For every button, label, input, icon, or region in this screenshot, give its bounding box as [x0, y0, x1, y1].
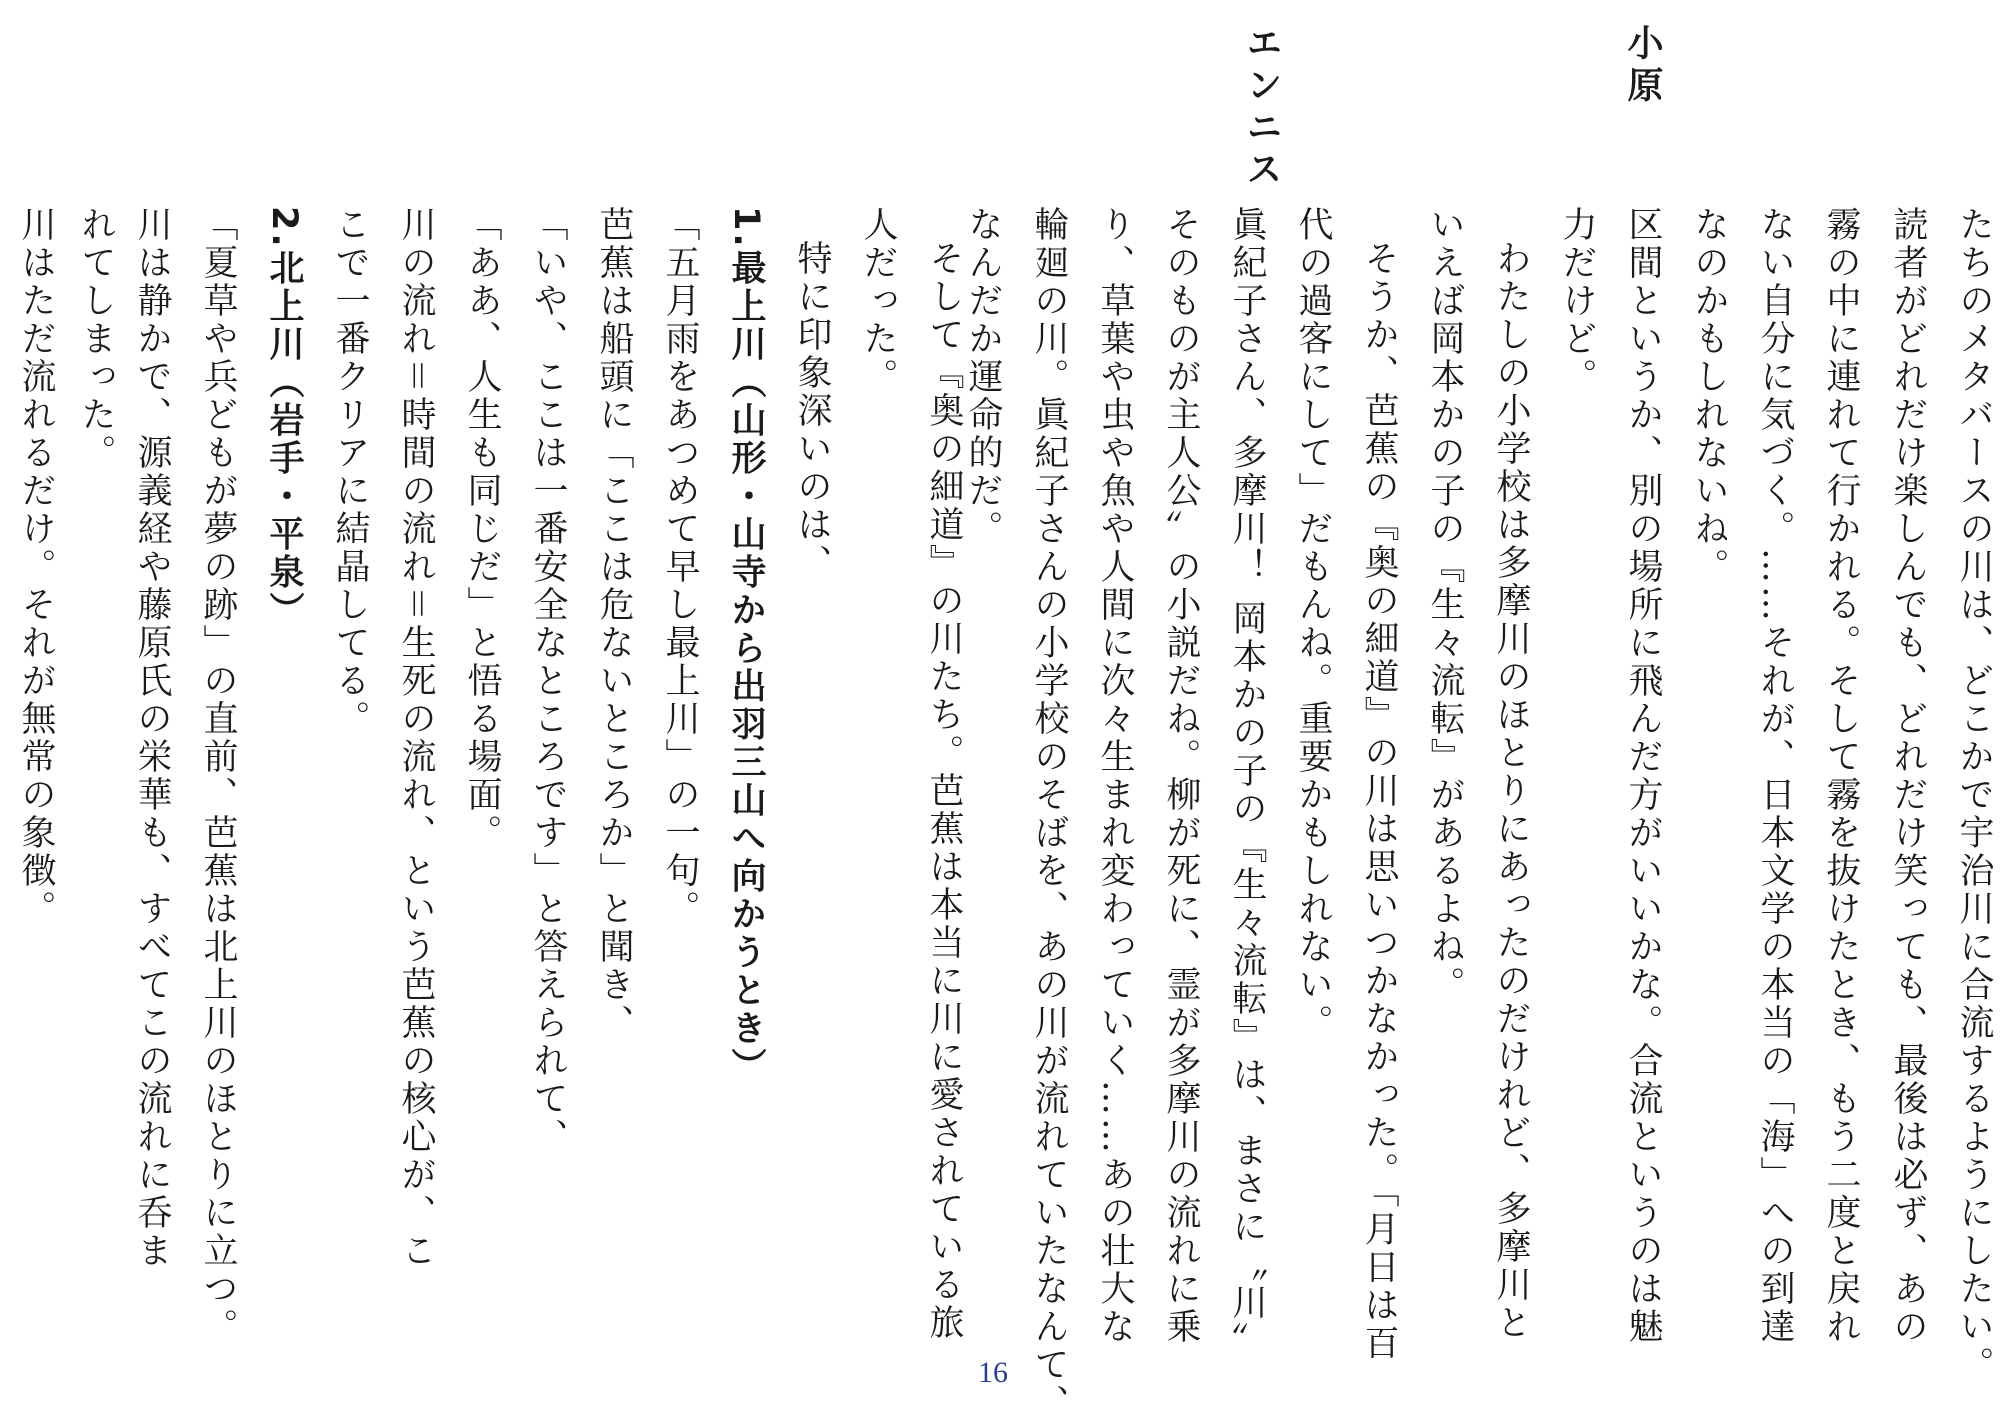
section-heading-kitakami: 2.北上川（岩手・平泉） — [264, 206, 304, 630]
text-column: 代の過客にして」だもんね。重要かもしれない。 — [1293, 206, 1333, 1042]
text-column: そのものが主人公〟の小説だね。柳が死に、霊が多摩川の流れに乗 — [1161, 206, 1201, 1346]
text-column: ない自分に気づく。……それが、日本文学の本当の「海」への到達 — [1755, 206, 1795, 1346]
text-column: 「夏草や兵どもが夢の跡」の直前、芭蕉は北上川のほとりに立つ。 — [198, 206, 238, 1346]
page-number: 16 — [978, 1356, 1008, 1389]
text-column: 「いや、ここは一番安全なところです」と答えられて、 — [528, 206, 568, 1156]
text-column: 「ああ、人生も同じだ」と悟る場面。 — [462, 206, 502, 852]
text-column: いえば岡本かの子の『生々流転』があるよね。 — [1425, 206, 1465, 1004]
text-column: 区間というか、別の場所に飛んだ方がいいかな。合流というのは魅 — [1623, 206, 1663, 1346]
text-column: 輪廻の川。眞紀子さんの小学校のそばを、あの川が流れていたなんて、 — [1029, 206, 1069, 1422]
text-column: 人だった。 — [858, 206, 898, 396]
speaker-label-ennis: エンニス — [1241, 24, 1282, 192]
text-column: 川はただ流れるだけ。それが無常の象徴。 — [16, 206, 56, 928]
text-column: たちのメタバースの川は、どこかで宇治川に合流するようにしたい。 — [1954, 206, 1994, 1384]
section-heading-mogami: 1.最上川（山形・山寺から出羽三山へ向かうとき） — [726, 206, 766, 1086]
text-column: 眞紀子さん、多摩川！ 岡本かの子の『生々流転』は、まさに〝川〟 — [1227, 206, 1267, 1361]
text-column: 芭蕉は船頭に「ここは危ないところか」と聞き、 — [594, 206, 634, 1042]
text-column: そして『奥の細道』の川たち。芭蕉は本当に川に愛されている旅 — [924, 240, 964, 1342]
text-column: 特に印象深いのは、 — [792, 240, 832, 582]
text-column: なのかもしれないね。 — [1689, 206, 1729, 586]
text-column: り、草葉や虫や魚や人間に次々生まれ変わっていく……あの壮大な — [1095, 206, 1135, 1346]
text-column: わたしの小学校は多摩川のほとりにあったのだけれど、多摩川と — [1491, 240, 1531, 1342]
text-column: こで一番クリアに結晶してる。 — [330, 206, 370, 738]
text-column: なんだか運命的だ。 — [963, 206, 1003, 548]
text-column: 読者がどれだけ楽しんでも、どれだけ笑っても、最後は必ず、あの — [1888, 206, 1928, 1346]
text-column: 力だけど。 — [1557, 206, 1597, 396]
text-column: 川の流れ＝時間の流れ＝生死の流れ、という芭蕉の核心が、こ — [396, 206, 436, 1271]
text-column: 「五月雨をあつめて早し最上川」の一句。 — [660, 206, 700, 928]
text-column: 霧の中に連れて行かれる。そして霧を抜けたとき、もう二度と戻れ — [1821, 206, 1861, 1346]
text-column: そうか、芭蕉の『奥の細道』の川は思いつかなかった。「月日は百 — [1359, 240, 1399, 1363]
text-column: れてしまった。 — [76, 206, 116, 472]
text-column: 川は静かで、源義経や藤原氏の栄華も、すべてこの流れに呑ま — [132, 206, 172, 1270]
speaker-label-ohara: 小原 — [1622, 24, 1663, 108]
